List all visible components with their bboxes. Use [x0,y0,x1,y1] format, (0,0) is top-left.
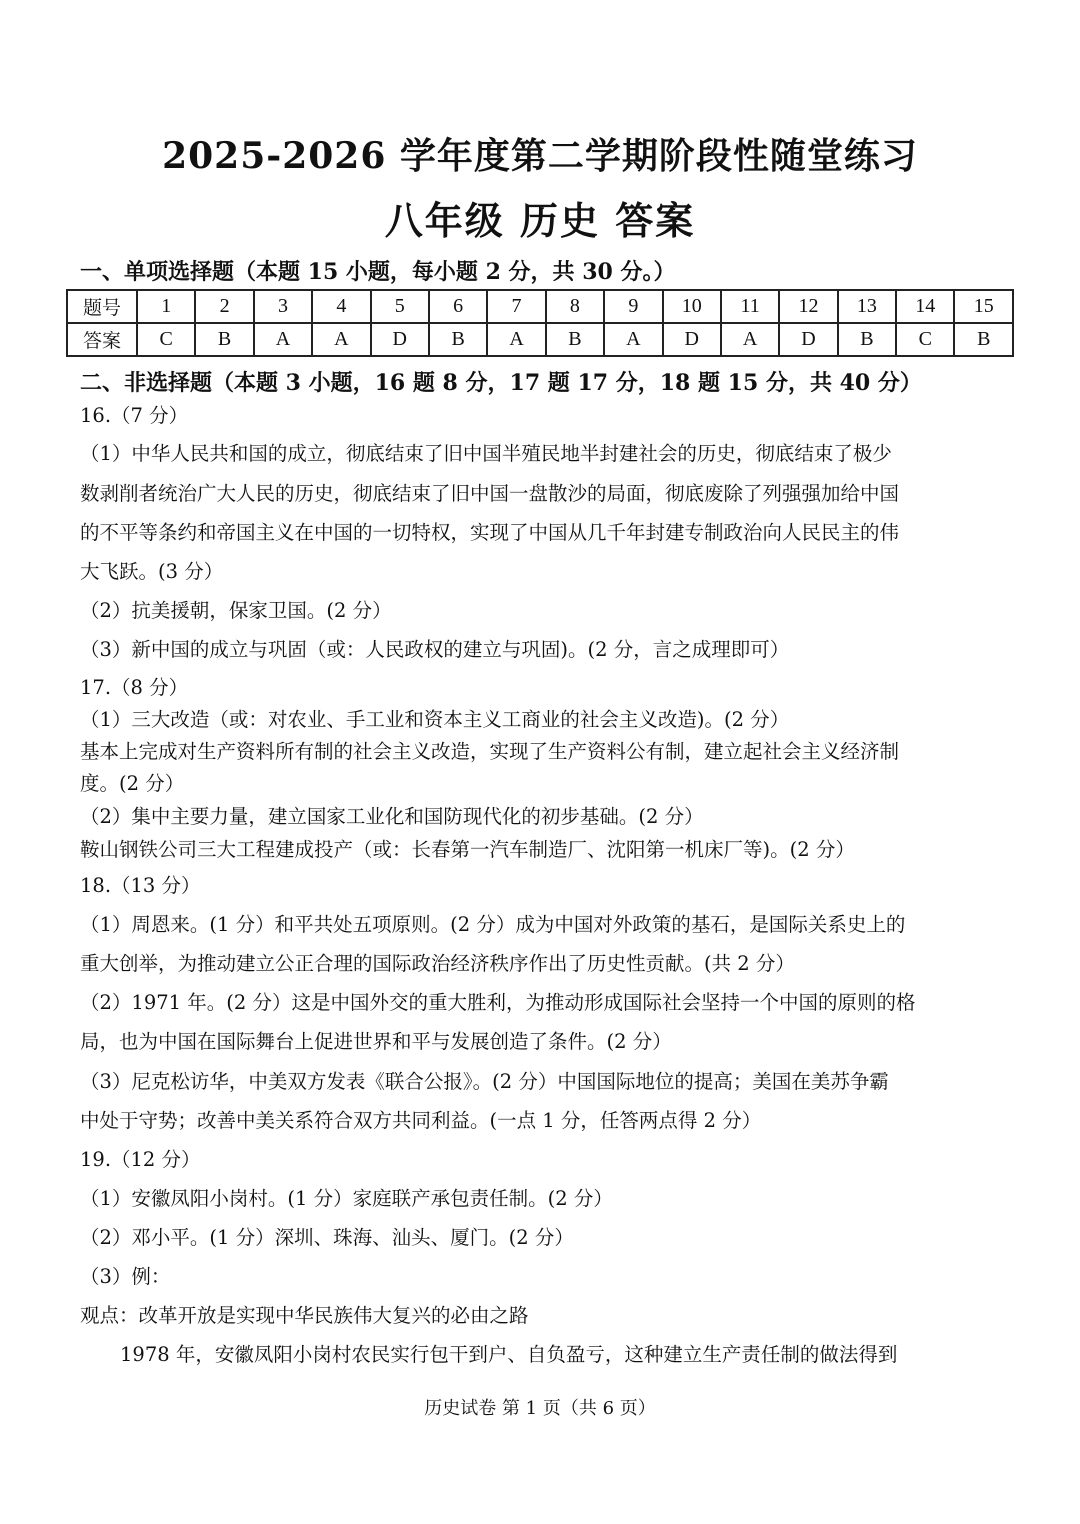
question-number: 2 [195,290,253,323]
answer-cell: D [663,323,721,356]
row-label-answer: 答案 [67,323,137,356]
answer-line: （2）邓小平。(1 分）深圳、珠海、汕头、厦门。(2 分） [80,1226,574,1249]
question-header: 19.（12 分） [80,1148,201,1171]
question-number: 7 [487,290,545,323]
answer-line: （1）三大改造（或：对农业、手工业和资本主义工商业的社会主义改造)。(2 分） [80,708,790,731]
answer-cell: B [838,323,896,356]
answer-line: （1）中华人民共和国的成立，彻底结束了旧中国半殖民地半封建社会的历史，彻底结束了极少 [80,442,892,465]
answer-cell: A [604,323,662,356]
answer-cell: C [896,323,954,356]
answer-line: （2）抗美援朝，保家卫国。(2 分） [80,599,392,622]
answer-line: 中处于守势；改善中美关系符合双方共同利益。(一点 1 分，任答两点得 2 分） [80,1109,762,1132]
answer-cell: C [137,323,195,356]
answer-line: 度。(2 分） [80,772,185,795]
answer-line: 观点：改革开放是实现中华民族伟大复兴的必由之路 [80,1304,529,1327]
answer-cell: B [429,323,487,356]
question-number: 14 [896,290,954,323]
answer-cell: B [546,323,604,356]
answer-line: （3）尼克松访华，中美双方发表《联合公报》。(2 分）中国国际地位的提高；美国在美苏争霸 [80,1070,889,1093]
answer-table [66,289,1014,357]
question-number: 12 [779,290,837,323]
section2-heading: 二、非选择题（本题 3 小题，16 题 8 分，17 题 17 分，18 题 15 分，共 40 分） [80,370,922,396]
question-number: 13 [838,290,896,323]
question-number: 9 [604,290,662,323]
answer-line: （3）新中国的成立与巩固（或：人民政权的建立与巩固)。(2 分，言之成理即可） [80,638,790,661]
question-header: 17.（8 分） [80,676,189,699]
answer-line: 基本上完成对生产资料所有制的社会主义改造，实现了生产资料公有制，建立起社会主义经济制 [80,740,900,763]
table-row-numbers [67,290,1013,323]
answer-cell: D [371,323,429,356]
page-subtitle: 八年级 历史 答案 [384,198,696,243]
question-number: 5 [371,290,429,323]
answer-line: 鞍山钢铁公司三大工程建成投产（或：长春第一汽车制造厂、沈阳第一机床厂等)。(2 分） [80,838,855,861]
answer-line: 数剥削者统治广大人民的历史，彻底结束了旧中国一盘散沙的局面，彻底废除了列强强加给中国 [80,482,900,505]
answer-cell: A [721,323,779,356]
answer-line: 局，也为中国在国际舞台上促进世界和平与发展创造了条件。(2 分） [80,1030,672,1053]
answer-cell: A [312,323,370,356]
question-number: 8 [546,290,604,323]
question-number: 15 [954,290,1013,323]
question-number: 6 [429,290,487,323]
question-number: 10 [663,290,721,323]
answer-cell: A [487,323,545,356]
question-number: 4 [312,290,370,323]
answer-line: 大飞跃。(3 分） [80,560,224,583]
answer-cell: B [954,323,1013,356]
question-number: 11 [721,290,779,323]
question-header: 16.（7 分） [80,404,189,427]
answer-line: （1）安徽凤阳小岗村。(1 分）家庭联产承包责任制。(2 分） [80,1187,613,1210]
row-label-number: 题号 [67,290,137,323]
answer-line: （2）集中主要力量，建立国家工业化和国防现代化的初步基础。(2 分） [80,805,704,828]
question-number: 1 [137,290,195,323]
answer-cell: B [195,323,253,356]
answer-cell: D [779,323,837,356]
page-title: 2025-2026 学年度第二学期阶段性随堂练习 [162,135,918,177]
question-header: 18.（13 分） [80,874,201,897]
question-number: 3 [254,290,312,323]
answer-line: 重大创举，为推动建立公正合理的国际政治经济秩序作出了历史性贡献。(共 2 分） [80,952,795,975]
answer-cell: A [254,323,312,356]
page-footer: 历史试卷 第 1 页（共 6 页） [424,1398,656,1419]
answer-line: （2）1971 年。(2 分）这是中国外交的重大胜利，为推动形成国际社会坚持一个中国的原则的格 [80,991,916,1014]
answer-line: （1）周恩来。(1 分）和平共处五项原则。(2 分）成为中国对外政策的基石，是国际关系史上的 [80,913,906,936]
table-row-answers [67,323,1013,356]
answer-line: 的不平等条约和帝国主义在中国的一切特权，实现了中国从几千年封建专制政治向人民民主的伟 [80,521,900,544]
answer-line: （3）例： [80,1265,171,1288]
answer-line: 1978 年，安徽凤阳小岗村农民实行包干到户、自负盈亏，这种建立生产责任制的做法得到 [120,1343,898,1366]
section1-heading: 一、单项选择题（本题 15 小题，每小题 2 分，共 30 分。） [80,259,676,285]
